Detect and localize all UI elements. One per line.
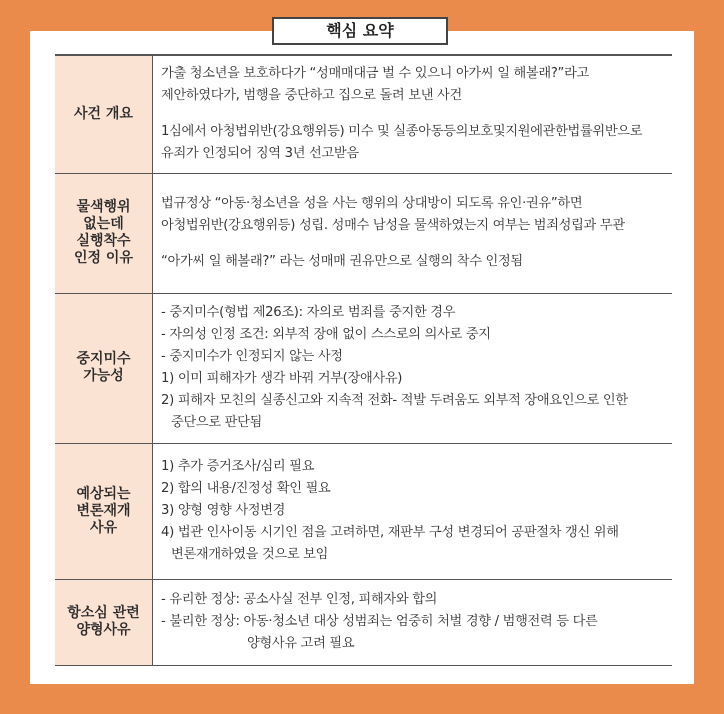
row-label-sentencing: 항소심 관련 양형사유	[55, 579, 153, 665]
row-label-case-overview: 사건 개요	[55, 55, 153, 173]
row-label-abandonment: 중지미수 가능성	[55, 293, 153, 443]
row-content-reopening: 1) 추가 증거조사/심리 필요 2) 합의 내용/진정성 확인 필요 3) 양형 영향 사정변경 4) 법관 인사이동 시기인 점을 고려하면, 재판부 구성 변경되어 공판절차 갱신 위해 변론재개하였을 것으로 보임	[153, 443, 673, 579]
row-content-case-overview: 가출 청소년을 보호하다가 “성매매대금 벌 수 있으니 아가씨 일 해볼래?”라고 제안하였다가, 범행을 중단하고 집으로 돌려 보낸 사건 1심에서 아청법위반(강요행위등) 미수 및 실종아동등의보호및지원에관한법률위반으로 유죄가 인정되어 징역 3년 선고받음	[153, 55, 673, 173]
summary-table	[55, 54, 672, 666]
row-label-reopening: 예상되는 변론재개 사유	[55, 443, 153, 579]
table-row	[55, 55, 672, 173]
table-row	[55, 173, 672, 293]
row-content-sentencing: - 유리한 정상: 공소사실 전부 인정, 피해자와 합의 - 불리한 정상: 아동·청소년 대상 성범죄는 엄중히 처벌 경향 / 범행전력 등 다른 양형사유 고려 필요	[153, 579, 673, 665]
table-row	[55, 293, 672, 443]
row-label-attempt-reason: 물색행위 없는데 실행착수 인정 이유	[55, 173, 153, 293]
row-content-attempt-reason: 법규정상 “아동·청소년을 성을 사는 행위의 상대방이 되도록 유인·권유”하면 아청법위반(강요행위등) 성립. 성매수 남성을 물색하였는지 여부는 범죄성립과 무관 “아가씨 일 해볼래?” 라는 성매매 권유만으로 실행의 착수 인정됨	[153, 173, 673, 293]
table-row	[55, 579, 672, 665]
table-row	[55, 443, 672, 579]
row-content-abandonment: - 중지미수(형법 제26조): 자의로 범죄를 중지한 경우 - 자의성 인정 조건: 외부적 장애 없이 스스로의 의사로 중지 - 중지미수가 인정되지 않는 사정 1) 이미 피해자가 생각 바꿔 거부(장애사유) 2) 피해자 모친의 실종신고와 지속적 전화- 적발 두려움도 외부적 장애요인으로 인한 중단으로 판단됨	[153, 293, 673, 443]
page-title: 핵심 요약	[272, 17, 448, 45]
